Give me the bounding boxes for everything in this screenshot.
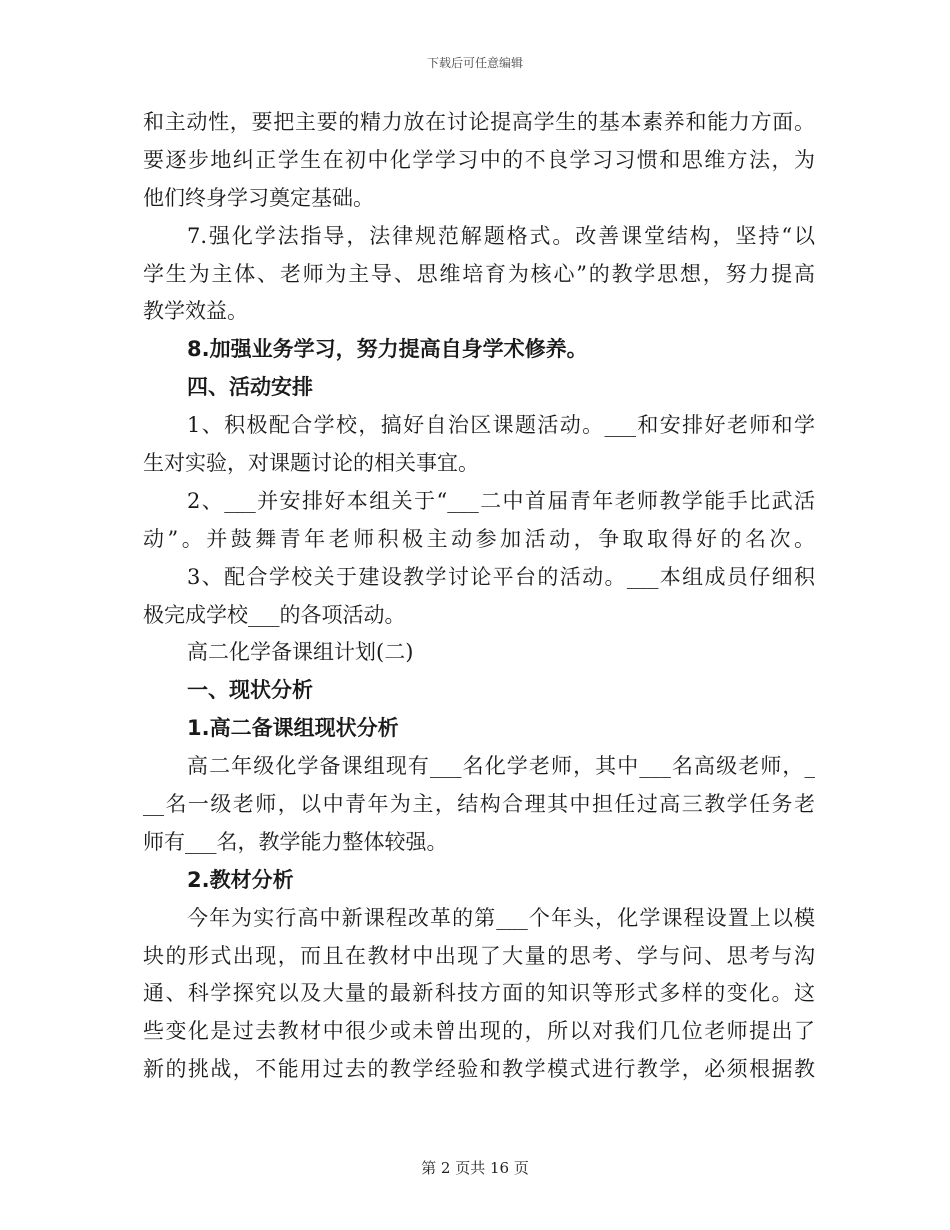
body-line: 些变化是过去教材中很少或未曾出现的，所以对我们几位老师提出了 — [143, 1019, 815, 1044]
page-header: 下载后可任意编辑 — [426, 56, 523, 70]
body-line: 教学效益。 — [143, 299, 248, 324]
subheading-group-status: 1.高二备课组现状分析 — [187, 716, 399, 741]
body-line: 动”。并鼓舞青年老师积极主动参加活动，争取取得好的名次。 — [143, 526, 815, 551]
body-line: 学生为主体、老师为主导、思维培育为核心”的教学思想，努力提高 — [143, 261, 815, 286]
page-footer: 第 2 页共 16 页 — [421, 1159, 529, 1177]
activity-3-line: 3、配合学校关于建设教学讨论平台的活动。___本组成员仔细积 — [187, 564, 815, 589]
body-line: __名一级老师，以中青年为主，结构合理其中担任过高三教学任务老 — [143, 792, 815, 817]
item-8-heading: 8.加强业务学习，努力提高自身学术修养。 — [187, 337, 588, 362]
item-7-line: 7.强化学法指导，法律规范解题格式。改善课堂结构，坚持“以 — [187, 223, 815, 248]
activity-1-line: 1、积极配合学校，搞好自治区课题活动。___和安排好老师和学 — [187, 413, 815, 438]
section-heading-status: 一、现状分析 — [187, 678, 313, 703]
plan-title: 高二化学备课组计划(二) — [187, 640, 414, 665]
body-line: 和主动性，要把主要的精力放在讨论提高学生的基本素养和能力方面。 — [143, 110, 815, 134]
body-line: 今年为实行高中新课程改革的第___个年头，化学课程设置上以模 — [187, 905, 815, 930]
subheading-textbook: 2.教材分析 — [187, 867, 294, 892]
body-line: 他们终身学习奠定基础。 — [143, 185, 374, 210]
body-line: 通、科学探究以及大量的最新科技方面的知识等形式多样的变化。这 — [143, 981, 815, 1006]
body-line: 生对实验，对课题讨论的相关事宜。 — [143, 451, 479, 476]
document-body — [143, 104, 815, 1089]
body-line: 新的挑战，不能用过去的教学经验和教学模式进行教学，必须根据教 — [143, 1057, 815, 1082]
activity-2-line: 2、___并安排好本组关于“___二中首届青年老师教学能手比武活 — [187, 488, 815, 513]
body-line: 高二年级化学备课组现有___名化学老师，其中___名高级老师，_ — [187, 754, 815, 779]
body-line: 师有___名，教学能力整体较强。 — [143, 829, 448, 854]
body-line: 要逐步地纠正学生在初中化学学习中的不良学习习惯和思维方法，为 — [143, 147, 815, 172]
body-line: 极完成学校___的各项活动。 — [143, 602, 406, 627]
body-line: 块的形式出现，而且在教材中出现了大量的思考、学与问、思考与沟 — [143, 943, 815, 968]
section-heading-activities: 四、活动安排 — [187, 375, 313, 400]
